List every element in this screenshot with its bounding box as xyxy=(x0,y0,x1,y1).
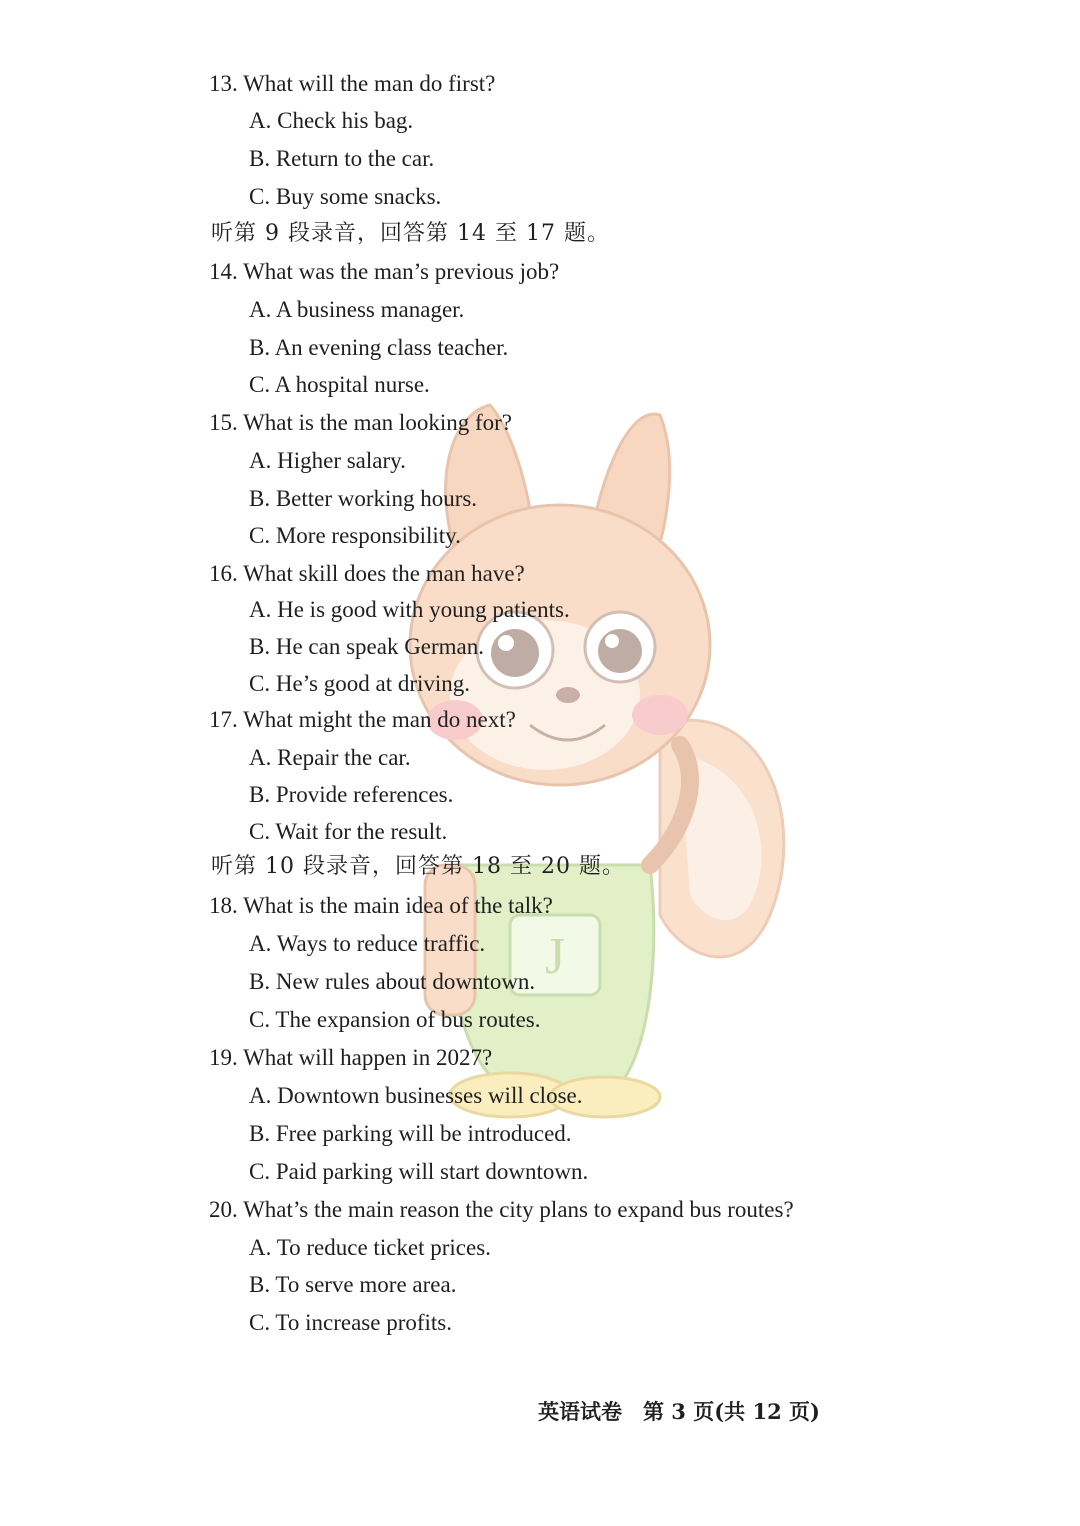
section-instruction: 听第 9 段录音，回答第 14 至 17 题。 xyxy=(211,221,610,246)
answer-option: B. Provide references. xyxy=(249,782,454,807)
answer-option: C. Buy some snacks. xyxy=(249,184,442,209)
question: 19. What will happen in 2027? xyxy=(209,1045,493,1070)
answer-option: C. Wait for the result. xyxy=(249,819,448,844)
question: 18. What is the main idea of the talk? xyxy=(209,893,553,918)
question: 14. What was the man’s previous job? xyxy=(209,259,560,284)
answer-option: B. Better working hours. xyxy=(249,486,478,511)
answer-option: C. The expansion of bus routes. xyxy=(249,1007,541,1032)
answer-option: A. Higher salary. xyxy=(249,448,406,473)
question: 20. What’s the main reason the city plans to expand bus routes? xyxy=(209,1197,794,1222)
answer-option: C. A hospital nurse. xyxy=(249,372,430,397)
answer-option: C. He’s good at driving. xyxy=(249,671,471,696)
page-footer: 英语试卷 第 3 页(共 12 页) xyxy=(538,1399,820,1424)
answer-option: C. To increase profits. xyxy=(249,1310,453,1335)
question: 17. What might the man do next? xyxy=(209,707,516,732)
answer-option: B. He can speak German. xyxy=(249,634,485,659)
question: 16. What skill does the man have? xyxy=(209,561,525,586)
question: 15. What is the man looking for? xyxy=(209,410,512,435)
answer-option: A. He is good with young patients. xyxy=(249,597,570,622)
answer-option: C. Paid parking will start downtown. xyxy=(249,1159,589,1184)
answer-option: A. Downtown businesses will close. xyxy=(249,1083,583,1108)
section-instruction: 听第 10 段录音，回答第 18 至 20 题。 xyxy=(211,854,625,879)
answer-option: B. Return to the car. xyxy=(249,146,435,171)
answer-option: B. To serve more area. xyxy=(249,1272,457,1297)
answer-option: B. An evening class teacher. xyxy=(249,335,509,360)
answer-option: A. To reduce ticket prices. xyxy=(249,1235,491,1260)
answer-option: B. Free parking will be introduced. xyxy=(249,1121,572,1146)
answer-option: B. New rules about downtown. xyxy=(249,969,536,994)
answer-option: C. More responsibility. xyxy=(249,523,461,548)
question: 13. What will the man do first? xyxy=(209,71,496,96)
answer-option: A. Repair the car. xyxy=(249,745,411,770)
answer-option: A. Ways to reduce traffic. xyxy=(249,931,486,956)
badge-letter: J xyxy=(544,928,566,985)
answer-option: A. Check his bag. xyxy=(249,108,414,133)
answer-option: A. A business manager. xyxy=(249,297,465,322)
